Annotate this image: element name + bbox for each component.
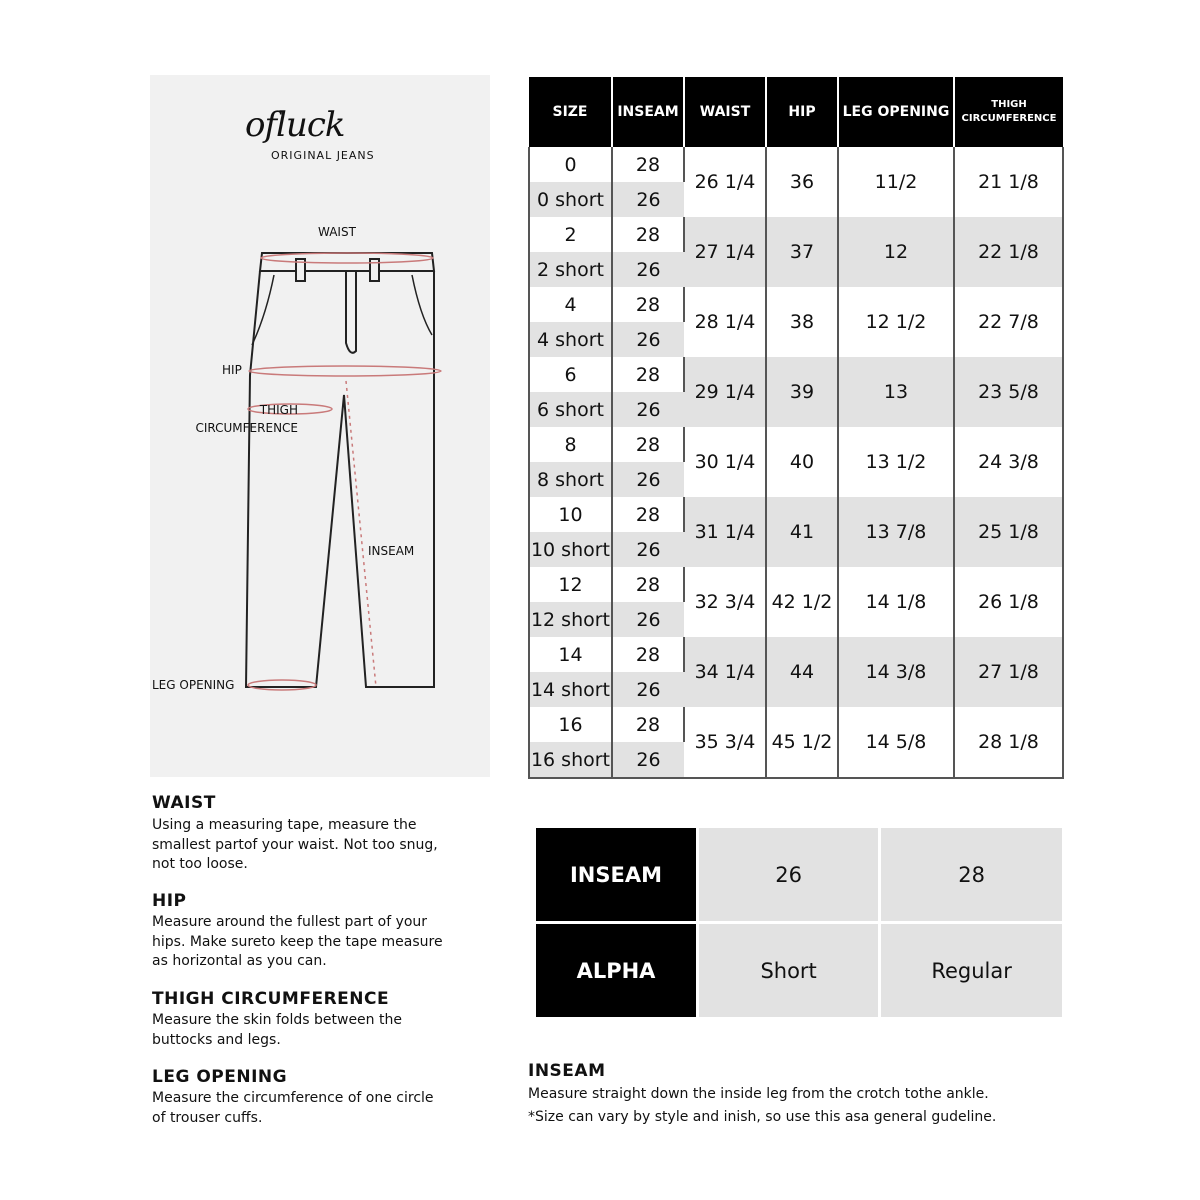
hip-cell: 42 1/2 [766,567,838,637]
header-size: SIZE [529,77,612,147]
diagram-label-waist: WAIST [318,225,356,239]
thigh-cell: 21 1/8 [954,147,1063,217]
waist-cell: 31 1/4 [684,497,766,567]
inseam-cell: 28 [612,707,684,742]
size-cell: 2 short [529,252,612,287]
header-leg-opening: LEG OPENING [838,77,954,147]
diagram-label-thigh [195,401,298,437]
thigh-description-line: Measure the skin folds between the [152,1012,402,1028]
size-cell: 8 short [529,462,612,497]
size-cell: 6 short [529,392,612,427]
size-cell: 0 [529,147,612,182]
inseam-cell: 28 [612,357,684,392]
leg-opening-cell: 14 3/8 [838,637,954,707]
hip-cell: 38 [766,287,838,357]
size-table-header-row [529,77,1063,147]
header-thigh-line1: THIGH [991,99,1027,110]
hip-cell: 37 [766,217,838,287]
thigh-cell: 26 1/8 [954,567,1063,637]
table-row [529,357,1063,392]
waist-description-line: Using a measuring tape, measure the [152,817,417,833]
thigh-cell: 25 1/8 [954,497,1063,567]
size-cell: 12 short [529,602,612,637]
inseam-cell: 26 [612,602,684,637]
inseam-cell: 26 [612,532,684,567]
size-cell: 14 [529,637,612,672]
size-cell: 4 [529,287,612,322]
measurement-diagram [150,75,490,777]
waist-cell: 27 1/4 [684,217,766,287]
diagram-label-hip: HIP [222,363,242,377]
inseam-value-short: 26 [698,828,880,923]
table-row [529,287,1063,322]
hip-cell: 40 [766,427,838,497]
size-disclaimer-note: *Size can vary by style and inish, so use this asa general gudeline. [528,1109,997,1126]
size-cell: 12 [529,567,612,602]
inseam-row-label: INSEAM [536,828,698,923]
leg-opening-cell: 13 7/8 [838,497,954,567]
hip-description-line: Measure around the fullest part of your [152,914,428,930]
hip-description-line: as horizontal as you can. [152,953,327,970]
inseam-alpha-table [536,828,1062,1017]
leg-opening-cell: 12 [838,217,954,287]
diagram-label-inseam: INSEAM [368,544,415,558]
leg-opening-description-line: of trouser cuffs. [152,1109,263,1126]
table-row [529,427,1063,462]
table-row [529,707,1063,742]
hip-cell: 44 [766,637,838,707]
size-cell: 10 short [529,532,612,567]
thigh-cell: 22 7/8 [954,287,1063,357]
header-thigh-line2: CIRCUMFERENCE [961,113,1057,124]
waist-cell: 28 1/4 [684,287,766,357]
thigh-description-line: buttocks and legs. [152,1031,281,1048]
diagram-label-thigh-line2: CIRCUMFERENCE [195,421,298,435]
size-cell: 4 short [529,322,612,357]
diagram-label-leg-opening: LEG OPENING [152,678,235,692]
size-cell: 8 [529,427,612,462]
alpha-row [536,923,1062,1018]
table-row [529,497,1063,532]
hip-description-body [152,913,443,972]
inseam-cell: 28 [612,497,684,532]
waist-description-title: WAIST [152,793,216,813]
alpha-row-label: ALPHA [536,923,698,1018]
alpha-value-regular: Regular [880,923,1062,1018]
table-row [529,217,1063,252]
thigh-cell: 28 1/8 [954,707,1063,778]
thigh-cell: 23 5/8 [954,357,1063,427]
size-chart-table [528,77,1064,779]
header-thigh-circumference [954,77,1063,147]
leg-opening-cell: 14 5/8 [838,707,954,778]
waist-cell: 35 3/4 [684,707,766,778]
leg-opening-cell: 13 [838,357,954,427]
waist-cell: 26 1/4 [684,147,766,217]
inseam-cell: 28 [612,287,684,322]
table-row [529,567,1063,602]
waist-cell: 34 1/4 [684,637,766,707]
thigh-cell: 27 1/8 [954,637,1063,707]
inseam-cell: 28 [612,217,684,252]
leg-opening-cell: 13 1/2 [838,427,954,497]
hip-description-line: hips. Make sureto keep the tape measure [152,933,443,950]
leg-opening-description-title: LEG OPENING [152,1067,288,1087]
leg-opening-cell: 12 1/2 [838,287,954,357]
size-cell: 16 short [529,742,612,778]
inseam-cell: 26 [612,462,684,497]
thigh-cell: 24 3/8 [954,427,1063,497]
size-cell: 16 [529,707,612,742]
size-cell: 10 [529,497,612,532]
size-cell: 6 [529,357,612,392]
size-table-body [529,147,1063,778]
size-cell: 2 [529,217,612,252]
inseam-cell: 26 [612,322,684,357]
leg-opening-cell: 11/2 [838,147,954,217]
table-row [529,147,1063,182]
leg-opening-description-body [152,1089,434,1128]
header-hip: HIP [766,77,838,147]
inseam-cell: 26 [612,182,684,217]
hip-cell: 45 1/2 [766,707,838,778]
waist-cell: 29 1/4 [684,357,766,427]
inseam-cell: 26 [612,742,684,778]
leg-opening-cell: 14 1/8 [838,567,954,637]
inseam-cell: 26 [612,672,684,707]
brand-name: ofluck [245,105,345,145]
thigh-description-title: THIGH CIRCUMFERENCE [152,989,390,1009]
thigh-description-body [152,1011,402,1050]
header-waist: WAIST [684,77,766,147]
leg-opening-description-line: Measure the circumference of one circle [152,1090,434,1106]
hip-cell: 41 [766,497,838,567]
inseam-cell: 26 [612,252,684,287]
brand-tagline: ORIGINAL JEANS [271,149,375,162]
hip-cell: 36 [766,147,838,217]
size-cell: 0 short [529,182,612,217]
alpha-value-short: Short [698,923,880,1018]
inseam-description-line: Measure straight down the inside leg from the crotch tothe ankle. [528,1086,989,1102]
inseam-cell: 28 [612,427,684,462]
inseam-description-title: INSEAM [528,1061,606,1081]
waist-cell: 30 1/4 [684,427,766,497]
hip-cell: 39 [766,357,838,427]
diagram-label-thigh-line1: THIGH [259,403,298,417]
inseam-cell: 26 [612,392,684,427]
header-inseam: INSEAM [612,77,684,147]
waist-description-body [152,816,438,875]
inseam-description-body [528,1083,996,1129]
thigh-cell: 22 1/8 [954,217,1063,287]
inseam-cell: 28 [612,637,684,672]
waist-description-line: not too loose. [152,856,248,873]
table-row [529,637,1063,672]
inseam-row [536,828,1062,923]
inseam-cell: 28 [612,147,684,182]
hip-description-title: HIP [152,891,187,911]
waist-cell: 32 3/4 [684,567,766,637]
size-cell: 14 short [529,672,612,707]
waist-description-line: smallest partof your waist. Not too snug, [152,836,438,853]
inseam-cell: 28 [612,567,684,602]
inseam-value-regular: 28 [880,828,1062,923]
